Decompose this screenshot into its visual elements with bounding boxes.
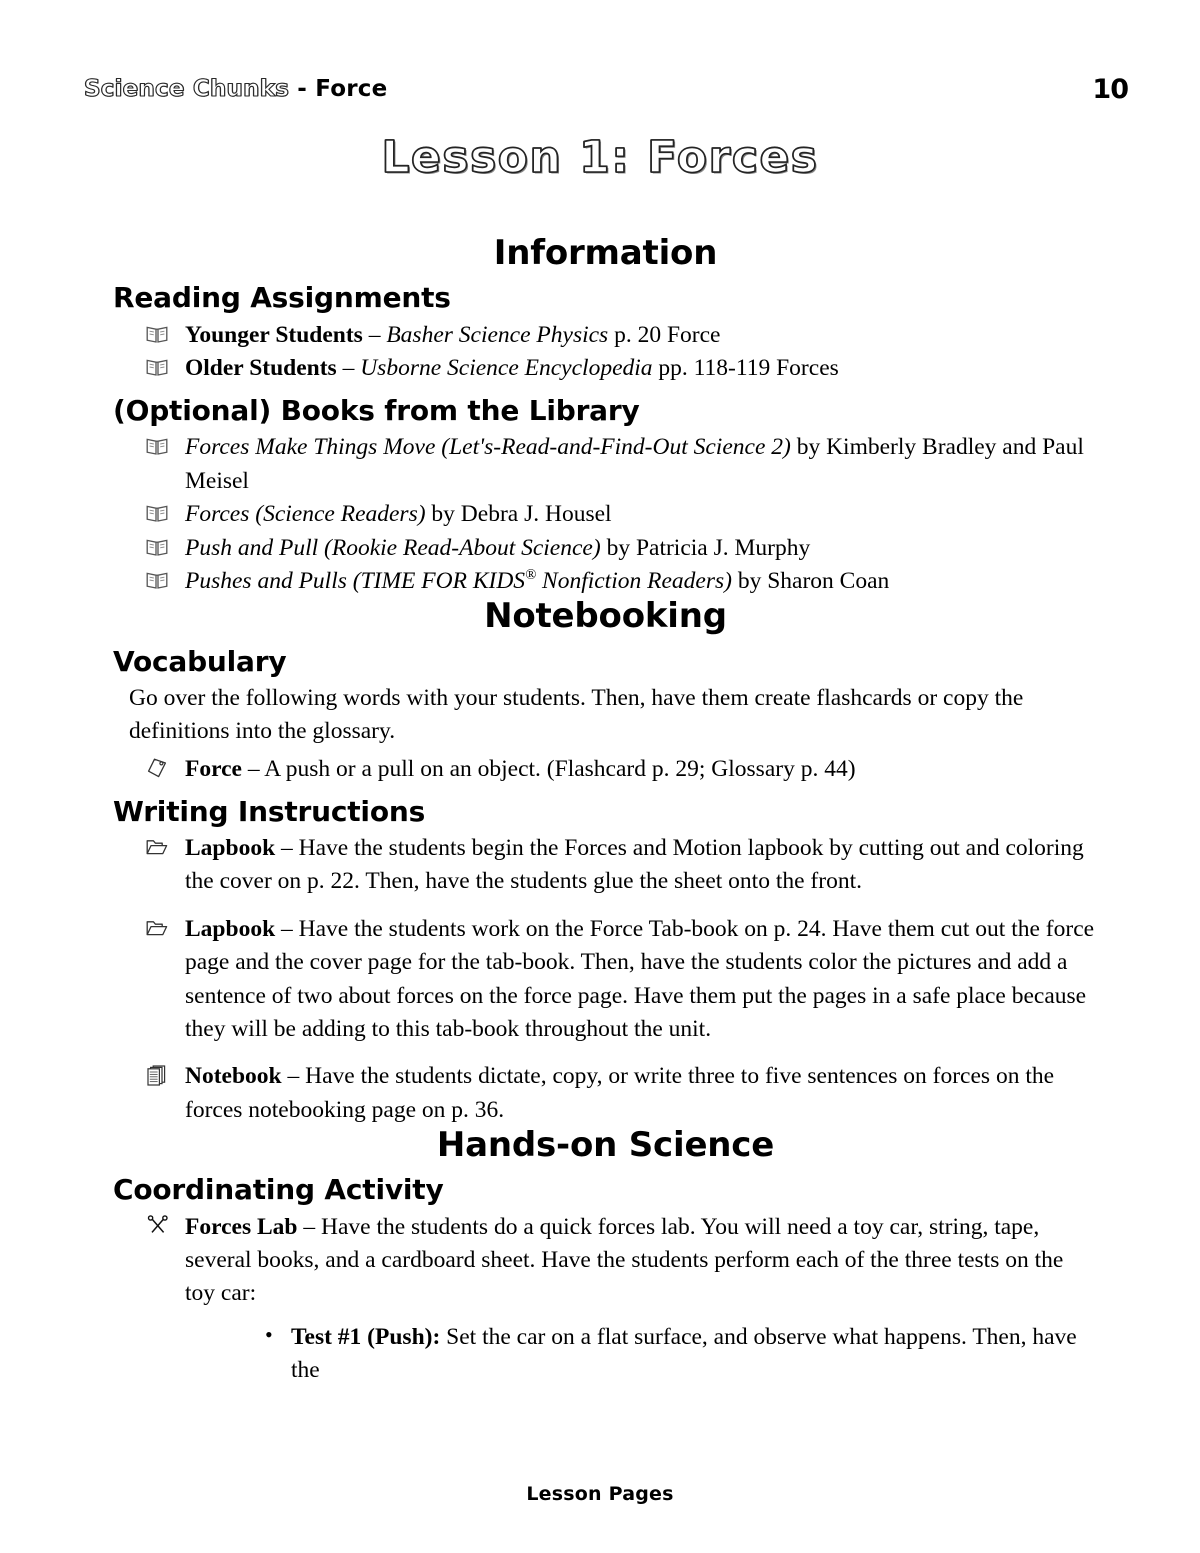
- section-heading-notebooking: Notebooking: [484, 596, 727, 637]
- book-title-post: Nonfiction Readers): [536, 567, 732, 594]
- writing-label: Lapbook: [185, 915, 276, 942]
- open-book-icon: [145, 568, 171, 594]
- subsection-heading-library-books: (Optional) Books from the Library: [113, 394, 640, 428]
- vocabulary-dash: –: [241, 755, 265, 782]
- coordinating-activity-list: [113, 1211, 1098, 1388]
- book-title: Push and Pull (Rookie Read-About Science): [185, 534, 601, 561]
- activity-tests-list: [185, 1321, 1098, 1388]
- writing-dash: –: [275, 915, 299, 942]
- activity-text: Have the students do a quick forces lab. You will need a toy car, string, tape, several books, and a cardboard sheet. Have the students perform each of the three tests on the toy car:: [185, 1213, 1064, 1307]
- list-item: [113, 913, 1098, 1046]
- page-number: 10: [1092, 74, 1128, 105]
- book-title: Forces Make Things Move (Let's-Read-and-Find-Out Science 2): [185, 434, 791, 461]
- writing-dash: –: [275, 835, 299, 862]
- registered-trademark-symbol: ®: [525, 567, 537, 584]
- scissors-icon: [145, 1214, 171, 1240]
- book-byline: by Patricia J. Murphy: [600, 534, 811, 561]
- folder-icon: [145, 835, 171, 861]
- list-item: [113, 352, 1098, 385]
- section-heading-hands-on-science: Hands-on Science: [436, 1125, 775, 1165]
- activity-dash: –: [297, 1213, 321, 1240]
- writing-label: Notebook: [185, 1063, 282, 1090]
- reading-detail: p. 20 Force: [608, 321, 721, 348]
- reading-detail: pp. 118-119 Forces: [652, 354, 839, 381]
- list-item: [113, 832, 1098, 899]
- vocabulary-list: [113, 753, 1098, 786]
- list-item: [185, 1321, 1098, 1388]
- reading-dash: –: [336, 354, 361, 381]
- lesson-title: Lesson 1: Forces: [381, 132, 819, 183]
- open-book-icon: [145, 322, 171, 348]
- page-content: [113, 235, 1098, 1387]
- vocabulary-term: Force: [185, 755, 242, 782]
- test-text: Set the car on a flat surface, and observe what happens. Then, have the: [291, 1323, 1077, 1384]
- subsection-heading-vocabulary: Vocabulary: [113, 644, 287, 678]
- test-label: Test #1 (Push):: [291, 1323, 441, 1350]
- list-item: [113, 319, 1098, 352]
- list-item: [113, 431, 1098, 498]
- open-book-icon: [145, 535, 171, 561]
- reading-assignments-list: [113, 319, 1098, 386]
- header-title-group: [84, 76, 387, 102]
- header-book-title: Science Chunks: [84, 76, 290, 102]
- book-byline: by Sharon Coan: [731, 567, 890, 594]
- notebook-pages-icon: [145, 1063, 171, 1089]
- book-byline: by Kimberly Bradley and Paul Meisel: [185, 434, 1084, 494]
- header-unit-title: Force: [315, 76, 388, 102]
- reading-label: Older Students: [185, 354, 337, 381]
- open-book-icon: [145, 501, 171, 527]
- writing-dash: –: [281, 1063, 306, 1090]
- subsection-heading-writing-instructions: Writing Instructions: [113, 794, 426, 828]
- writing-text: Have the students begin the Forces and Motion lapbook by cutting out and coloring the cover on p. 22. Then, have the students glue the sheet onto the front.: [185, 835, 1084, 895]
- subsection-heading-coordinating-activity: Coordinating Activity: [113, 1173, 444, 1207]
- list-item: [113, 498, 1098, 531]
- reading-source: Basher Science Physics: [386, 321, 609, 348]
- folder-icon: [145, 916, 171, 942]
- subsection-heading-reading-assignments: Reading Assignments: [113, 281, 451, 315]
- writing-label: Lapbook: [185, 835, 276, 862]
- writing-instructions-list: [113, 832, 1098, 1127]
- open-book-icon: [145, 355, 171, 381]
- header-separator: -: [289, 76, 316, 102]
- book-title: Forces (Science Readers): [185, 501, 426, 528]
- list-item: [113, 565, 1098, 598]
- vocabulary-definition: A push or a pull on an object. (Flashcard p. 29; Glossary p. 44): [264, 755, 856, 782]
- list-item: [113, 1211, 1098, 1388]
- activity-label: Forces Lab: [185, 1213, 298, 1240]
- list-item: [113, 532, 1098, 565]
- tag-icon: [145, 756, 171, 782]
- page-footer: Lesson Pages: [526, 1483, 674, 1505]
- running-header: [84, 76, 1128, 110]
- section-heading-information: Information: [493, 233, 718, 273]
- writing-text: Have the students dictate, copy, or write three to five sentences on forces on the forces notebooking page on p. 36.: [185, 1063, 1055, 1123]
- reading-label: Younger Students: [185, 321, 363, 348]
- book-title-pre: Pushes and Pulls (TIME FOR KIDS: [185, 567, 526, 594]
- reading-dash: –: [362, 321, 387, 348]
- library-books-list: [113, 431, 1098, 598]
- list-item: [113, 1060, 1098, 1127]
- reading-source: Usborne Science Encyclopedia: [360, 354, 653, 381]
- book-byline: by Debra J. Housel: [425, 501, 612, 528]
- list-item: [113, 753, 1098, 786]
- vocabulary-intro-text: Go over the following words with your students. Then, have them create flashcards or copy the definitions into the glossary.: [129, 684, 1024, 745]
- open-book-icon: [145, 434, 171, 460]
- writing-text: Have the students work on the Force Tab-book on p. 24. Have them cut out the force page and the cover page for the tab-book. Then, have the students color the pictures and add a sentence of two about forces on the force page. Have them put the pages in a safe place because they will be adding to this tab-book throughout the unit.: [185, 915, 1095, 1042]
